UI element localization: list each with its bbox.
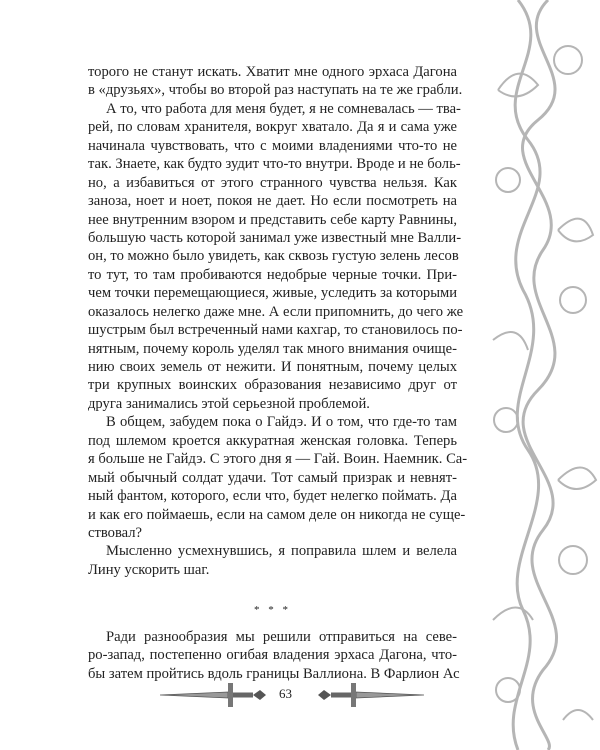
text-line: ствовал? [88,524,143,541]
text-line: Лину ускорить шаг. [88,561,210,578]
text-line: ный фантом, которого, если что, будет нелегко поймать. Да [88,488,457,505]
text-block-main [88,63,468,579]
text-block-new-section [88,628,460,683]
text-line: то тут, то там пробиваются недобрые черные точки. При- [88,266,457,283]
text-line: и как его поймаешь, если на самом деле он никогда не суще- [88,506,466,523]
section-break: * * * [254,603,291,616]
text-line: большую часть которой занимал уже известный мне Валли- [88,229,462,246]
text-line: В общем, забудем пока о Гайдэ. И о том, что где-то там [106,414,457,431]
text-line: заноза, ноет и ноет, покоя не дает. Но если посмотреть на [88,193,457,210]
text-line: нию своих земель от нежити. И понятным, почему целых [88,359,457,375]
text-line: ро-запад, постепенно огибая владения эрхаса Дагона, что- [88,647,457,664]
text-line: так. Знаете, как будто зудит что-то внутри. Вроде и не боль- [88,156,461,173]
text-line: Ради разнообразия мы решили отправиться на севе- [106,628,457,645]
text-line: друга занимались этой серьезной проблемой. [88,395,370,412]
text-line: под шлемом кроется аккуратная женская головка. Теперь [88,432,457,449]
text-line: бы затем пройтись вдоль границы Валлиона. В Фарлион Ас [88,665,460,682]
text-line: он, то можно было увидеть, как сквозь густую зелень лесов [88,248,459,265]
text-line: в «друзьях», чтобы во второй раз наступать на те же грабли. [88,82,463,99]
text-line: мый обычный солдат удачи. Тот самый призрак и невнят- [88,469,457,486]
text-line: но, а избавиться от этого странного чувства нельзя. Как [88,174,457,191]
text-line: торого не станут искать. Хватит мне одного эрхаса Дагона [88,64,457,80]
page-number: 63 [279,686,292,701]
text-line: Мысленно усмехнувшись, я поправила шлем и велела [106,543,457,560]
text-line: шустрым был встреченный нами кахгар, то становилось по- [88,322,463,339]
dagger-icon [316,680,426,710]
text-line: начинала чувствовать, что с моими владениями что-то не [88,137,457,154]
text-line: три крупных воинских образования независимо друг от [88,377,457,394]
text-line: А то, что работа для меня будет, я не сомневалась — тва- [106,100,461,117]
text-line: оказалось нелегко даже мне. А если припомнить, до чего же [88,303,464,320]
text-line: чем точки перемещающиеся, живые, уследить за которыми [88,285,458,302]
text-line: нятным, почему король уделял так много внимания очище- [88,340,457,357]
text-line: я больше не Гайдэ. С этого дня я — Гай. Воин. Наемник. Са- [88,451,468,468]
decorative-ornament-border [488,0,600,750]
text-line: рей, по словам хранителя, вокруг хватало. Да я и сама уже [88,119,457,136]
text-line: нее внутренним взором и представить себе карту Равнины, [88,211,457,228]
dagger-icon [158,680,268,710]
page-footer [0,680,470,710]
book-text [88,63,468,683]
